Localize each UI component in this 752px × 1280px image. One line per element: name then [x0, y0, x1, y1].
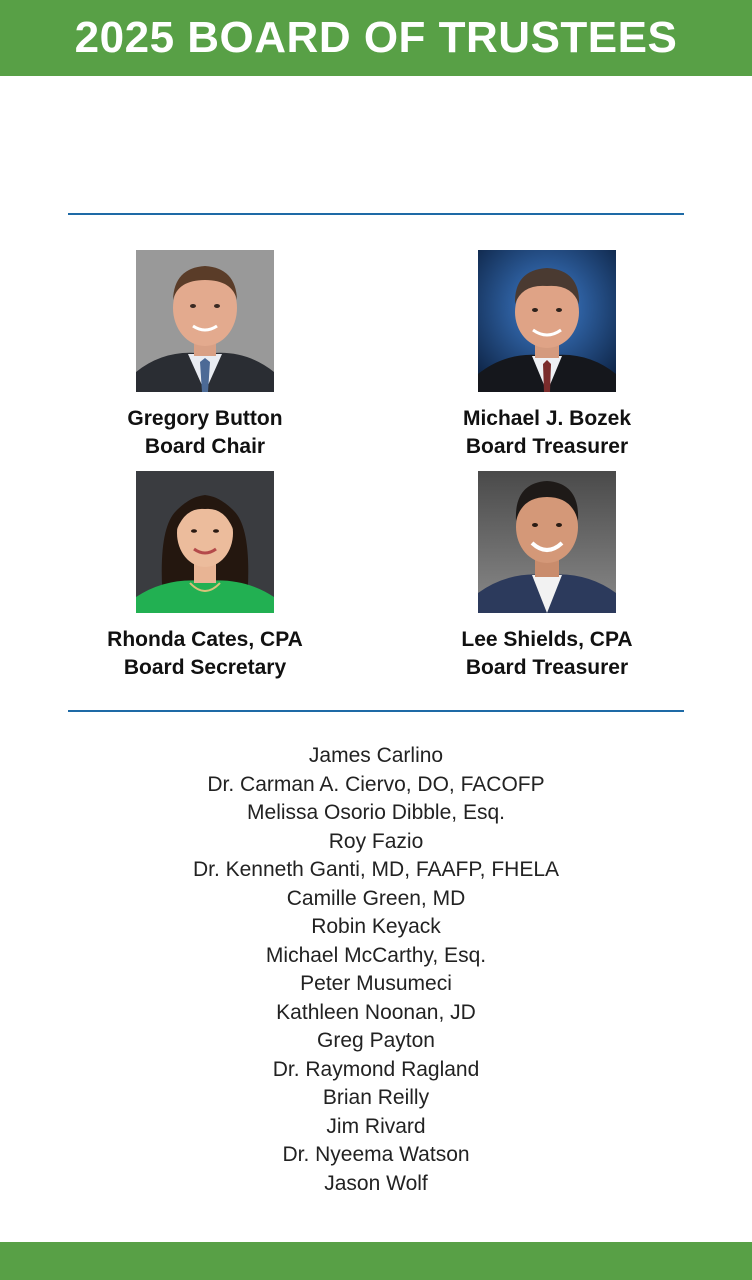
portrait-image: [136, 250, 274, 392]
list-item: Jason Wolf: [324, 1171, 428, 1195]
portrait-image: [136, 471, 274, 613]
officer-role: Board Treasurer: [465, 435, 629, 458]
officer-role: Board Treasurer: [465, 656, 629, 679]
officer-name: Lee Shields, CPA: [461, 628, 633, 651]
page-title: 2025 BOARD OF TRUSTEES: [74, 13, 678, 62]
header-banner: [0, 0, 752, 76]
list-item: Jim Rivard: [326, 1114, 426, 1138]
trustee-list: [0, 742, 752, 1198]
list-item: Greg Payton: [317, 1029, 435, 1052]
officer-card-chair: [55, 250, 355, 461]
officer-role: Board Secretary: [123, 656, 287, 679]
list-item: Dr. Kenneth Ganti, MD, FAAFP, FHELA: [192, 858, 560, 881]
list-item: Kathleen Noonan, JD: [276, 1000, 476, 1024]
officer-photo: [136, 250, 274, 392]
list-item: Dr. Nyeema Watson: [282, 1143, 470, 1166]
list-item: Camille Green, MD: [286, 886, 466, 910]
officer-card-treasurer: [397, 250, 697, 461]
officer-card-treasurer-2: [397, 471, 697, 682]
list-item: Dr. Raymond Ragland: [272, 1057, 480, 1081]
officer-card-secretary: [55, 471, 355, 682]
list-item: Michael McCarthy, Esq.: [265, 943, 487, 967]
portrait-image: [478, 471, 616, 613]
officer-photo: [478, 471, 616, 613]
list-item: Roy Fazio: [328, 829, 424, 853]
officer-name: Michael J. Bozek: [462, 407, 632, 430]
officer-name: Rhonda Cates, CPA: [107, 628, 303, 651]
list-item: Dr. Carman A. Ciervo, DO, FACOFP: [207, 772, 545, 796]
officer-name: Gregory Button: [127, 407, 283, 430]
officer-role: Board Chair: [144, 435, 266, 458]
list-item: Peter Musumeci: [300, 972, 452, 995]
list-item: James Carlino: [308, 744, 444, 767]
top-divider: [68, 213, 684, 215]
footer-banner: [0, 1242, 752, 1280]
list-item: Melissa Osorio Dibble, Esq.: [247, 801, 505, 824]
bottom-divider: [68, 710, 684, 712]
list-item: Brian Reilly: [322, 1086, 430, 1109]
officer-photo: [136, 471, 274, 613]
officer-photo: [478, 250, 616, 392]
list-item: Robin Keyack: [311, 915, 441, 938]
portrait-image: [478, 250, 616, 392]
